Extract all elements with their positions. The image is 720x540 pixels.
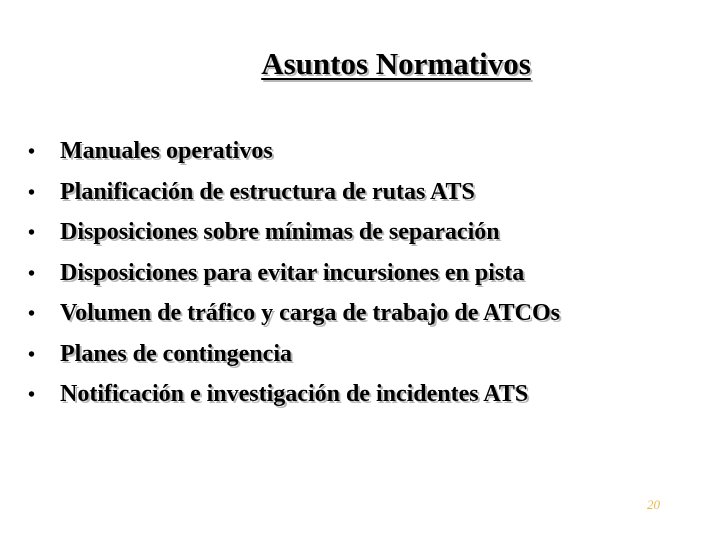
bullet-icon: • <box>28 262 36 285</box>
slide-title: Asuntos Normativos <box>261 46 531 81</box>
list-item <box>28 300 560 341</box>
list-item <box>28 138 560 179</box>
list-item-text: Manuales operativos <box>60 138 273 164</box>
list-item-text: Disposiciones sobre mínimas de separación <box>60 219 500 245</box>
bullet-icon: • <box>28 222 36 244</box>
list-item-text: Planificación de estructura de rutas ATS <box>60 178 475 205</box>
bullet-icon: • <box>28 343 36 366</box>
list-item <box>28 219 560 260</box>
bullet-icon: • <box>28 181 36 204</box>
list-item <box>28 260 560 301</box>
bullet-list <box>28 138 560 422</box>
list-item <box>28 179 560 220</box>
list-item-text: Disposiciones para evitar incursiones en pista <box>60 259 525 286</box>
list-item-text: Notificación e investigación de incidentes ATS <box>60 381 529 407</box>
page-number: 20 <box>647 497 660 512</box>
list-item <box>28 341 560 382</box>
list-item-text: Volumen de tráfico y carga de trabajo de ATCOs <box>60 300 560 326</box>
bullet-icon: • <box>28 384 36 406</box>
bullet-icon: • <box>28 141 36 163</box>
list-item-text: Planes de contingencia <box>60 340 292 367</box>
list-item <box>28 381 560 422</box>
bullet-icon: • <box>28 303 36 325</box>
